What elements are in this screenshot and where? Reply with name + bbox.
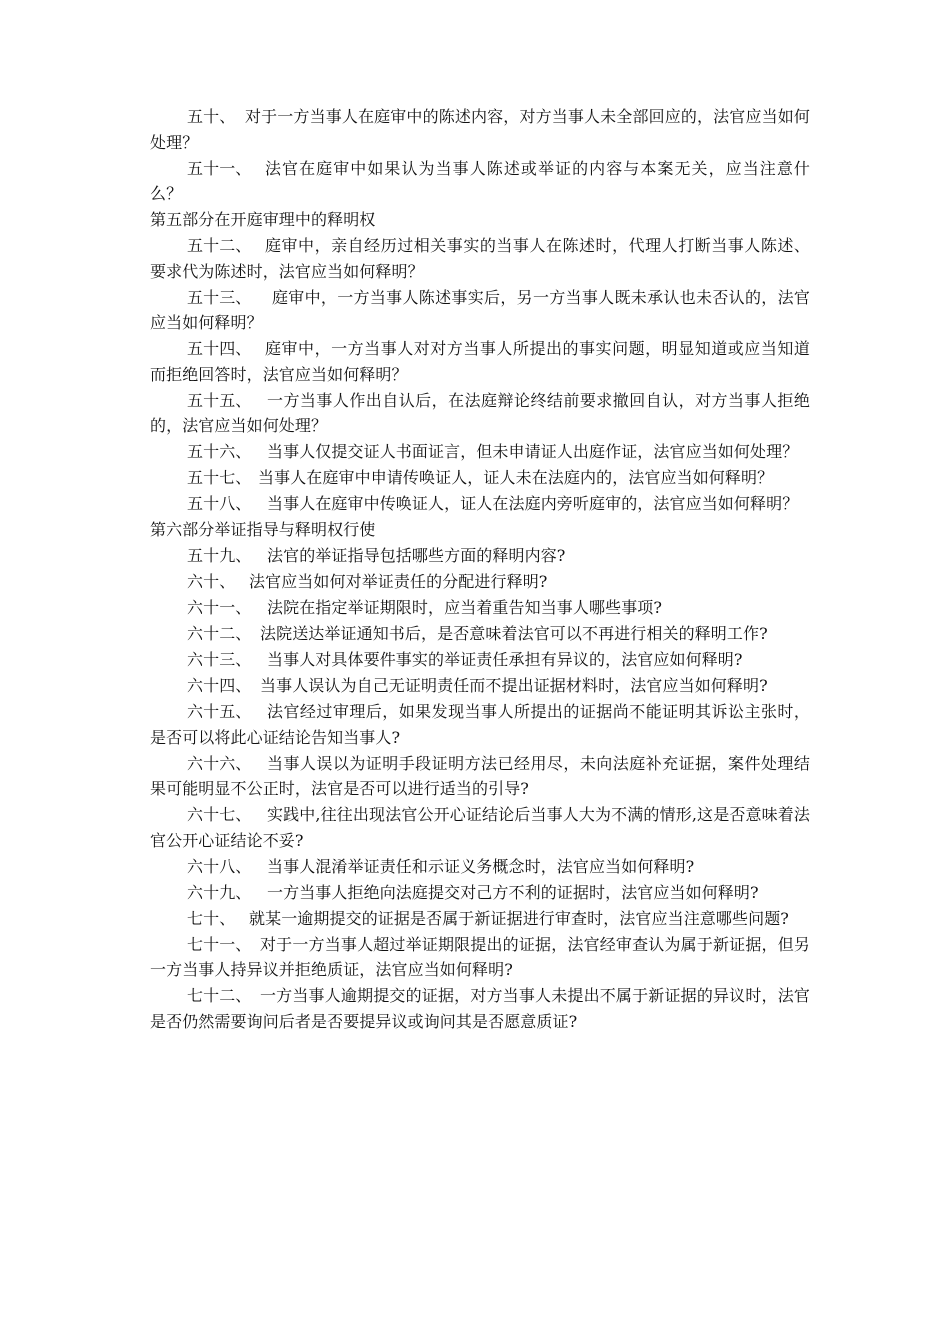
question-text: 一方当事人逾期提交的证据，对方当事人未提出不属于新证据的异议时，法官是否仍然需要询问后者是否要提异议或询问其是否愿意质证?	[150, 986, 810, 1031]
question-text: 庭审中，亲自经历过相关事实的当事人在陈述时，代理人打断当事人陈述、要求代为陈述时，法官应当如何释明？	[150, 236, 810, 281]
question-number: 七十一、	[187, 934, 252, 954]
question-number: 五十九、	[187, 546, 252, 565]
question-number: 七十二、	[187, 986, 252, 1005]
question-item	[150, 621, 810, 647]
question-number: 六十二、	[187, 624, 252, 643]
question-number: 五十七、	[187, 468, 252, 487]
question-number: 六十、	[187, 572, 236, 591]
question-number: 五十八、	[187, 494, 252, 513]
question-number: 五十六、	[187, 442, 252, 461]
question-item	[150, 543, 810, 569]
question-text: 当事人仅提交证人书面证言，但未申请证人出庭作证，法官应当如何处理？	[267, 442, 799, 461]
question-item	[150, 983, 810, 1034]
question-item	[150, 104, 810, 155]
question-text: 对于一方当事人超过举证期限提出的证据，法官经审查认为属于新证据，但另一方当事人持异议并拒绝质证，法官应当如何释明?	[150, 934, 810, 979]
question-item	[150, 491, 810, 517]
document-page	[150, 104, 810, 1035]
question-text: 对于一方当事人在庭审中的陈述内容，对方当事人未全部回应的，法官应当如何处理？	[150, 107, 810, 152]
question-number: 五十、	[187, 107, 236, 126]
question-item	[150, 388, 810, 439]
question-text: 当事人在庭审中传唤证人，证人在法庭内旁听庭审的，法官应当如何释明？	[267, 494, 799, 513]
question-item	[150, 569, 810, 595]
question-item	[150, 699, 810, 750]
question-item	[150, 647, 810, 673]
question-item	[150, 854, 810, 880]
question-text: 当事人在庭审中申请传唤证人，证人未在法庭内的，法官应当如何释明？	[258, 468, 774, 487]
question-number: 六十八、	[187, 856, 252, 876]
question-text: 当事人混淆举证责任和示证义务概念时，法官应当如何释明?	[267, 856, 695, 876]
question-number: 五十五、	[187, 390, 252, 410]
section-heading: 第五部分在开庭审理中的释明权	[150, 210, 376, 229]
question-item	[150, 595, 810, 621]
question-text: 实践中,往往出现法官公开心证结论后当事人大为不满的情形,这是否意味着法官公开心证结论不妥?	[150, 805, 810, 850]
question-text: 当事人误认为自己无证明责任而不提出证据材料时，法官应当如何释明?	[260, 676, 768, 695]
section-heading: 第六部分举证指导与释明权行使	[150, 520, 376, 539]
question-item	[150, 802, 810, 853]
question-item	[150, 156, 810, 207]
question-number: 七十、	[187, 908, 236, 928]
question-item	[150, 465, 810, 491]
question-text: 庭审中，一方当事人对对方当事人所提出的事实问题，明显知道或应当知道而拒绝回答时，法官应当如何释明？	[150, 339, 810, 384]
question-item	[150, 932, 810, 983]
question-text: 法官在庭审中如果认为当事人陈述或举证的内容与本案无关，应当注意什么？	[150, 158, 810, 203]
question-number: 六十九、	[187, 882, 252, 902]
question-number: 五十一、	[187, 158, 252, 178]
question-text: 法官应当如何对举证责任的分配进行释明?	[249, 572, 548, 591]
question-item	[150, 233, 810, 284]
question-number: 六十五、	[187, 702, 252, 721]
question-number: 五十二、	[187, 236, 252, 255]
question-text: 庭审中，一方当事人陈述事实后，另一方当事人既未承认也未否认的，法官应当如何释明？	[150, 287, 810, 332]
question-text: 法院在指定举证期限时，应当着重告知当事人哪些事项?	[267, 598, 663, 617]
question-item	[150, 439, 810, 465]
question-number: 六十一、	[187, 598, 252, 617]
question-number: 六十四、	[187, 676, 252, 695]
question-item	[150, 906, 810, 932]
question-item	[150, 285, 810, 336]
question-text: 法官的举证指导包括哪些方面的释明内容?	[267, 546, 566, 565]
question-text: 法官经过审理后，如果发现当事人所提出的证据尚不能证明其诉讼主张时，是否可以将此心证结论告知当事人?	[150, 702, 810, 747]
question-text: 就某一逾期提交的证据是否属于新证据进行审查时，法官应当注意哪些问题?	[249, 908, 789, 928]
question-text: 当事人对具体要件事实的举证责任承担有异议的，法官应如何释明?	[267, 650, 743, 669]
question-text: 一方当事人拒绝向法庭提交对己方不利的证据时，法官应当如何释明?	[267, 882, 759, 902]
question-number: 六十七、	[187, 805, 252, 824]
question-text: 一方当事人作出自认后，在法庭辩论终结前要求撤回自认，对方当事人拒绝的，法官应当如何处理？	[150, 390, 810, 435]
question-text: 法院送达举证通知书后，是否意味着法官可以不再进行相关的释明工作?	[260, 624, 768, 643]
question-item	[150, 751, 810, 802]
question-item	[150, 673, 810, 699]
question-number: 五十三、	[187, 287, 252, 307]
question-number: 六十六、	[187, 753, 252, 773]
question-item	[150, 880, 810, 906]
question-text: 当事人误以为证明手段证明方法已经用尽，未向法庭补充证据，案件处理结果可能明显不公正时，法官是否可以进行适当的引导?	[150, 753, 810, 798]
question-number: 五十四、	[187, 339, 252, 358]
question-item	[150, 336, 810, 387]
question-number: 六十三、	[187, 650, 252, 669]
